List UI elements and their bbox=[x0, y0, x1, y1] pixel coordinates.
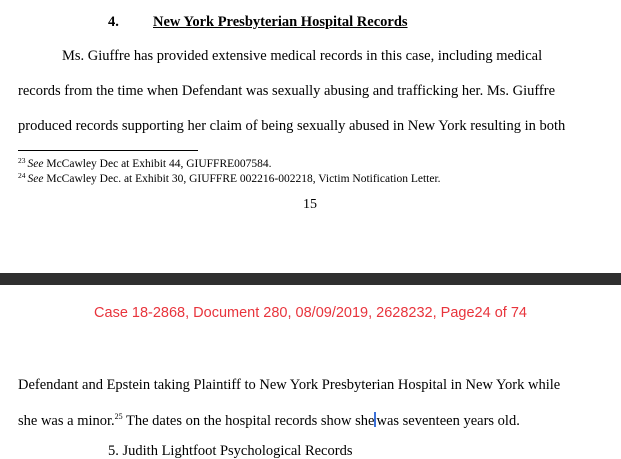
footnote-ref[interactable]: 25 bbox=[114, 412, 123, 421]
page-number: 15 bbox=[303, 197, 317, 212]
next-heading-cutoff: 5. Judith Lightfoot Psychological Records bbox=[108, 443, 353, 459]
line-text: The dates on the hospital records show she bbox=[122, 413, 375, 429]
section-number: 4. bbox=[108, 14, 119, 30]
section-heading: New York Presbyterian Hospital Records bbox=[153, 14, 408, 30]
paragraph-line bbox=[18, 412, 520, 430]
footnote-number: 23 bbox=[18, 156, 26, 165]
footnote-number: 24 bbox=[18, 171, 26, 180]
line-text: she was a minor. bbox=[18, 413, 115, 429]
case-header-stamp: Case 18-2868, Document 280, 08/09/2019, 2628232, Page24 of 74 bbox=[94, 305, 527, 321]
paragraph-line: Ms. Giuffre has provided extensive medical records in this case, including medical bbox=[62, 48, 543, 64]
paragraph-line: records from the time when Defendant was sexually abusing and trafficking her. Ms. Giuffre bbox=[18, 83, 556, 99]
footnote-see: See bbox=[27, 173, 44, 185]
footnote-text: McCawley Dec. at Exhibit 30, GIUFFRE 002216-002218, Victim Notification Letter. bbox=[43, 173, 441, 185]
footnote-text: McCawley Dec at Exhibit 44, GIUFFRE007584. bbox=[43, 158, 272, 170]
footnote-23 bbox=[18, 156, 272, 170]
page-divider bbox=[0, 273, 621, 285]
footnote-24 bbox=[18, 171, 441, 185]
footnote-separator bbox=[18, 150, 198, 151]
line-text: was seventeen years old. bbox=[376, 413, 520, 429]
footnote-see: See bbox=[27, 158, 44, 170]
paragraph-line: produced records supporting her claim of being sexually abused in New York resulting in both bbox=[18, 118, 566, 134]
paragraph-line: Defendant and Epstein taking Plaintiff to New York Presbyterian Hospital in New York while bbox=[18, 377, 561, 393]
